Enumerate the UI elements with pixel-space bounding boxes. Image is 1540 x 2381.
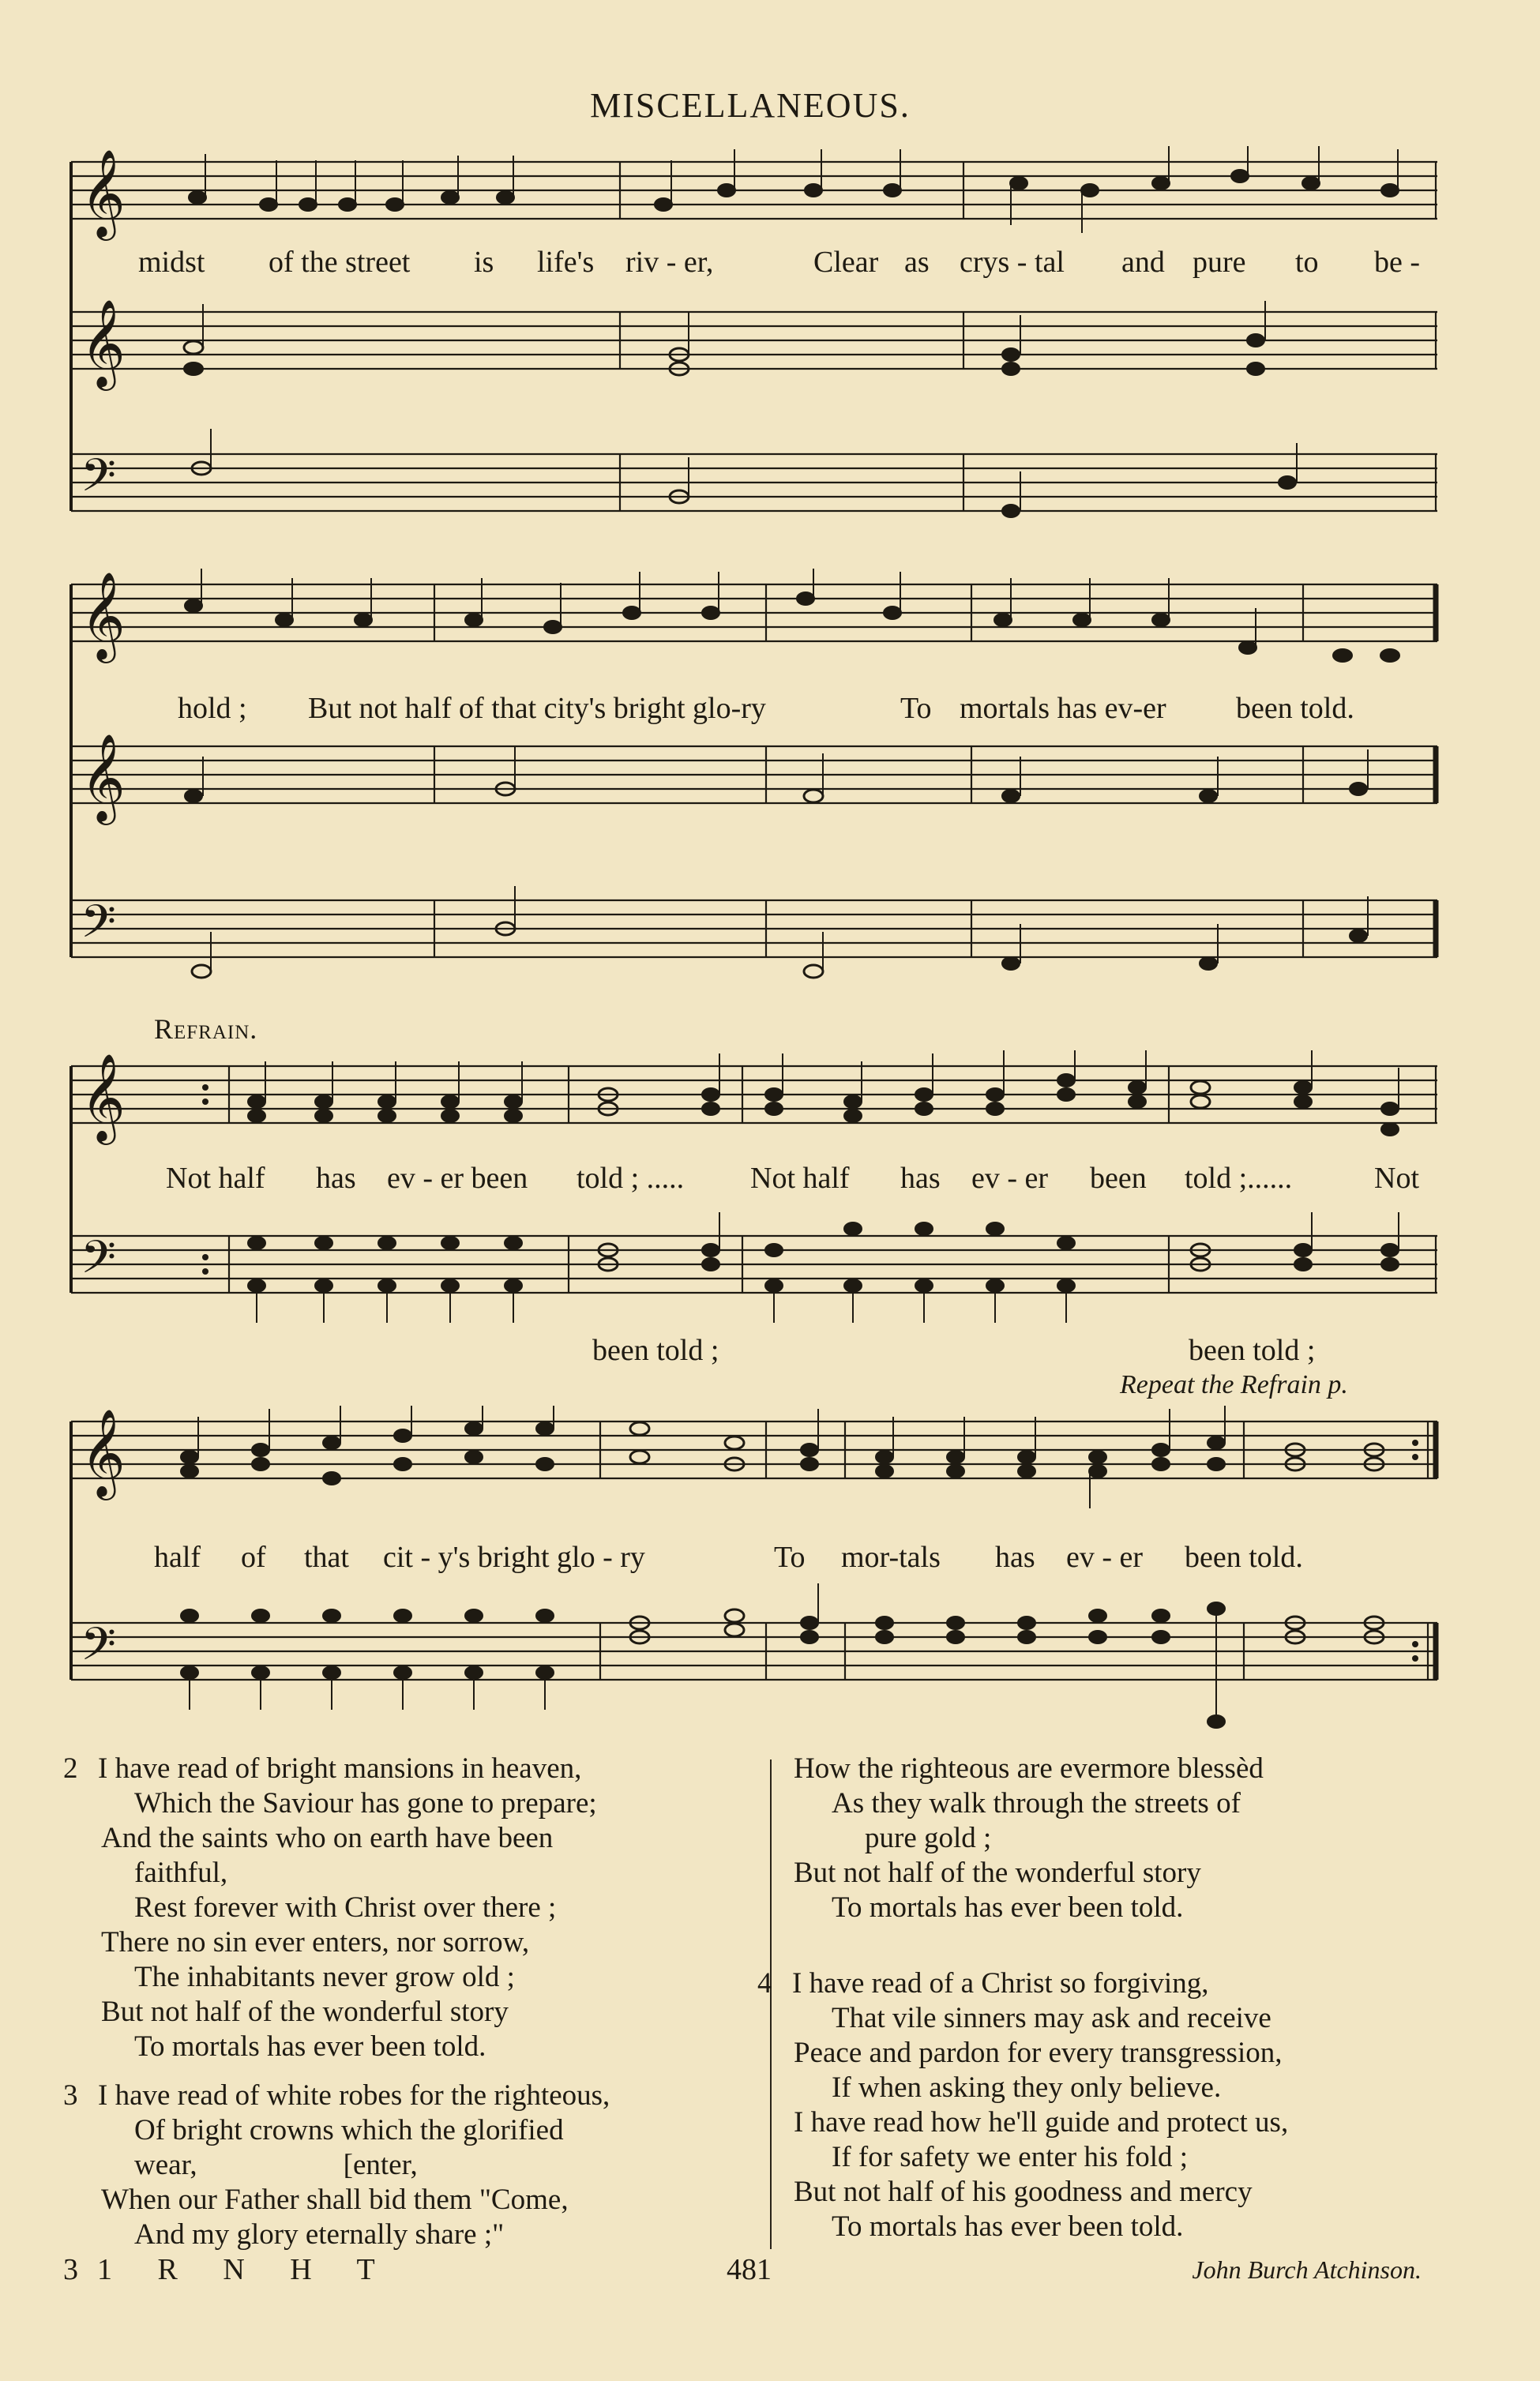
music-system-3: [63, 1050, 1445, 1343]
lyric-syllable: crys - tal: [960, 246, 1065, 279]
verse-line: Which the Saviour has gone to prepare;: [134, 1787, 597, 1820]
svg-text:𝄞: 𝄞: [81, 148, 126, 237]
column-divider: [770, 1759, 772, 2249]
verse-line: Peace and pardon for every transgression,: [794, 2037, 1283, 2069]
verse-line: There no sin ever enters, nor sorrow,: [101, 1926, 530, 1959]
page-number: 481: [727, 2253, 772, 2286]
verse-line: As they walk through the streets of: [832, 1787, 1241, 1820]
lyric-syllable: been: [1090, 1162, 1147, 1195]
lyric-syllable: of the street: [269, 246, 411, 279]
verse-line: If for safety we enter his fold ;: [832, 2141, 1189, 2173]
svg-text:𝄞: 𝄞: [81, 571, 126, 659]
verse-line: To mortals has ever been told.: [832, 2210, 1184, 2243]
verse-line: I have read of bright mansions in heaven,: [98, 1752, 582, 1785]
score-staves: [63, 146, 1445, 533]
music-system-2: [63, 569, 1445, 995]
lyric-syllable: hold ;: [178, 692, 247, 725]
lyric-syllable: Clear: [813, 246, 879, 279]
verse-line: I have read how he'll guide and protect us,: [794, 2106, 1289, 2139]
score-staves: [63, 1050, 1445, 1343]
verse-line: faithful,: [134, 1857, 228, 1889]
lyric-syllable: that: [304, 1541, 349, 1574]
lyric-syllable: been told.: [1185, 1541, 1303, 1574]
lyric-syllable: be -: [1374, 246, 1421, 279]
bass-lyric: been told ;: [592, 1334, 719, 1367]
svg-text:𝄢: 𝄢: [81, 449, 117, 513]
verse-line: pure gold ;: [865, 1822, 992, 1854]
music-system-1: [63, 146, 1445, 533]
lyric-syllable: been told.: [1236, 692, 1354, 725]
lyric-syllable: ev - er: [1066, 1541, 1144, 1574]
lyric-syllable: has: [995, 1541, 1035, 1574]
lyric-syllable: to: [1295, 246, 1319, 279]
verse-line: And the saints who on earth have been: [101, 1822, 554, 1854]
lyric-syllable: half: [154, 1541, 201, 1574]
lyric-syllable: mor-tals: [841, 1541, 941, 1574]
verse-4: [757, 1966, 1481, 2244]
lyric-syllable: life's: [537, 246, 595, 279]
music-system-4: [63, 1406, 1445, 1737]
verse-number: 4: [757, 1967, 772, 2000]
lyric-syllable: ev - er: [971, 1162, 1049, 1195]
lyric-syllable: riv - er,: [625, 246, 714, 279]
verse-number: 2: [63, 1752, 78, 1785]
svg-text:𝄞: 𝄞: [81, 1408, 126, 1497]
svg-text:𝄢: 𝄢: [81, 895, 117, 960]
lyric-syllable: told ; .....: [577, 1162, 685, 1195]
score-staves: [63, 569, 1445, 995]
verse-3-continued: [794, 1752, 1481, 1925]
page-title: MISCELLANEOUS.: [590, 86, 911, 125]
lyric-syllable: Not: [1374, 1162, 1419, 1195]
lyric-syllable: ev - er been: [387, 1162, 528, 1195]
verse-line: Rest forever with Christ over there ;: [134, 1891, 557, 1924]
lyric-syllable: pure: [1193, 246, 1246, 279]
lyric-syllable: To: [774, 1541, 806, 1574]
verse-2: [63, 1752, 754, 2064]
verse-number: 3: [63, 2079, 78, 2112]
verse-3: [63, 2079, 754, 2252]
svg-text:𝄞: 𝄞: [81, 1053, 126, 1141]
verses-left-column: [63, 1752, 754, 2266]
lyric-syllable: of: [241, 1541, 266, 1574]
verse-line: But not half of his goodness and mercy: [794, 2176, 1253, 2208]
lyric-syllable: has: [900, 1162, 941, 1195]
page-footer: [63, 2252, 1422, 2292]
lyric-syllable: and: [1121, 246, 1165, 279]
verse-line: If when asking they only believe.: [832, 2071, 1222, 2104]
lyric-syllable: Not half: [166, 1162, 265, 1195]
verse-line: The inhabitants never grow old ;: [134, 1961, 515, 1993]
verses-section: [55, 1752, 1477, 2257]
verses-right-column: [757, 1752, 1481, 2259]
verse-line: And my glory eternally share ;": [134, 2218, 505, 2251]
lyric-syllable: To: [900, 692, 932, 725]
lyric-syllable: is: [474, 246, 494, 279]
verse-line: Of bright crowns which the glorified: [134, 2114, 564, 2146]
svg-text:𝄞: 𝄞: [81, 299, 126, 387]
verse-line: But not half of the wonderful story: [794, 1857, 1201, 1889]
verse-line: How the righteous are evermore blessèd: [794, 1752, 1264, 1785]
verse-line: But not half of the wonderful story: [101, 1996, 509, 2028]
lyric-syllable: Not half: [750, 1162, 850, 1195]
verse-line: I have read of white robes for the righteous,: [98, 2079, 610, 2112]
verse-line: To mortals has ever been told.: [832, 1891, 1184, 1924]
lyric-syllable: as: [904, 246, 930, 279]
svg-text:𝄞: 𝄞: [81, 733, 126, 821]
verse-line: I have read of a Christ so forgiving,: [792, 1967, 1209, 2000]
lyric-syllable: cit - y's bright glo - ry: [383, 1541, 645, 1574]
svg-text:𝄢: 𝄢: [81, 1617, 117, 1682]
verse-line: wear, [enter,: [134, 2149, 418, 2181]
verse-line: To mortals has ever been told.: [134, 2030, 486, 2063]
lyric-syllable: told ;......: [1185, 1162, 1293, 1195]
printer-signature: 31 R N H T: [63, 2253, 394, 2286]
lyric-syllable: midst: [138, 246, 205, 279]
repeat-note: Repeat the Refrain p.: [1120, 1370, 1348, 1399]
lyric-syllable: mortals has ev-er: [960, 692, 1166, 725]
lyric-syllable: But not half of that city's bright glo-ry: [308, 692, 766, 725]
lyric-syllable: has: [316, 1162, 356, 1195]
verse-line: That vile sinners may ask and receive: [832, 2002, 1271, 2034]
hymn-author: John Burch Atchinson.: [1192, 2255, 1422, 2284]
verse-line: When our Father shall bid them "Come,: [101, 2184, 569, 2216]
svg-text:𝄢: 𝄢: [81, 1230, 117, 1295]
bass-lyric: been told ;: [1189, 1334, 1316, 1367]
refrain-label: Refrain.: [154, 1013, 258, 1045]
